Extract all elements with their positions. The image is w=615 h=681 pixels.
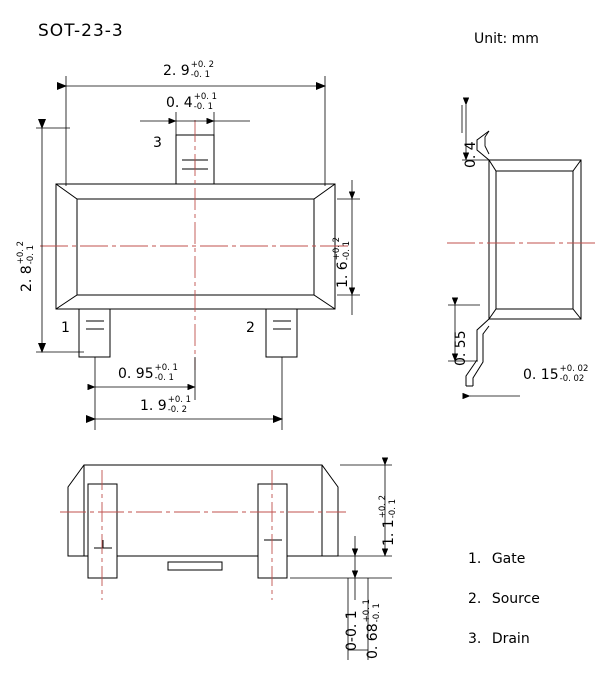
legend-name-3: Drain [491, 631, 530, 647]
dim-front-body-height [362, 599, 382, 659]
dim-body-height-plus: +0. 2 [16, 240, 27, 265]
pin-label-3: 3 [153, 135, 162, 151]
dim-side-thickness-base: 0. 15 [523, 367, 559, 383]
dim-front-total-height-plus: +0. 2 [378, 494, 389, 519]
dim-top-width [163, 60, 214, 80]
pin-label-1: 1 [61, 320, 70, 336]
legend-name-1: Gate [491, 551, 526, 567]
dim-body-inner-height-minus: -0. 1 [341, 240, 352, 261]
dim-standoff-base: 0-0. 1 [344, 610, 360, 651]
dim-front-body-height-plus: +0. 1 [362, 599, 373, 623]
dim-pitch-half-minus: -0. 1 [154, 372, 174, 383]
dim-lead-width-minus: -0. 1 [193, 101, 214, 112]
dim-side-thickness [523, 364, 588, 384]
dim-body-inner-height [332, 237, 352, 288]
side-view [466, 131, 581, 386]
dim-side-lead-top-base: 0. 4 [463, 141, 479, 168]
dim-top-width-minus: -0. 1 [190, 69, 211, 80]
dim-side-thickness-minus: -0. 02 [559, 373, 585, 384]
legend-index-3: 3. [468, 631, 482, 647]
dim-pitch-half [118, 363, 178, 383]
dim-pitch-full-base: 1. 9 [140, 398, 167, 414]
dim-side-lead-top [460, 141, 479, 168]
dim-side-foot [450, 330, 469, 366]
pin-label-2: 2 [246, 320, 255, 336]
dim-lead-width-plus: +0. 1 [193, 92, 218, 103]
legend-index-1: 1. [468, 551, 482, 567]
front-view [68, 465, 338, 578]
dim-front-total-height [378, 495, 398, 546]
legend-name-2: Source [491, 591, 540, 607]
dim-pitch-full-minus: -0. 2 [167, 404, 188, 415]
dim-front-total-height-minus: -0. 1 [387, 498, 398, 519]
dim-front-total-height-base: 1. 1 [381, 519, 397, 546]
dim-lead-width-base: 0. 4 [166, 95, 193, 111]
legend-item-3 [468, 631, 530, 647]
dim-body-height-base: 2. 8 [19, 265, 35, 292]
dim-standoff [341, 610, 360, 651]
legend-item-2 [468, 591, 540, 607]
dim-front-body-height-minus: -0. 1 [371, 603, 382, 623]
dim-pitch-full-plus: +0. 1 [167, 395, 192, 406]
legend-item-1 [468, 551, 525, 567]
dim-front-body-height-base: 0. 68 [365, 623, 381, 659]
dim-body-height-minus: -0. 1 [25, 244, 36, 265]
dim-side-foot-base: 0. 55 [453, 330, 469, 366]
dim-body-height [16, 241, 36, 292]
dim-pitch-full [140, 395, 191, 415]
dim-side-thickness-plus: +0. 02 [559, 364, 589, 375]
unit-note: Unit: mm [474, 31, 539, 47]
dim-body-inner-height-plus: +0. 2 [332, 236, 343, 261]
legend-index-2: 2. [468, 591, 482, 607]
page-title: SOT-23-3 [38, 21, 124, 41]
dim-pitch-half-base: 0. 95 [118, 366, 154, 382]
dim-top-width-plus: +0. 2 [190, 60, 215, 71]
dim-pitch-half-plus: +0. 1 [154, 363, 178, 374]
dim-top-width-base: 2. 9 [163, 63, 190, 79]
dim-lead-width [166, 92, 217, 112]
dim-body-inner-height-base: 1. 6 [335, 261, 351, 288]
